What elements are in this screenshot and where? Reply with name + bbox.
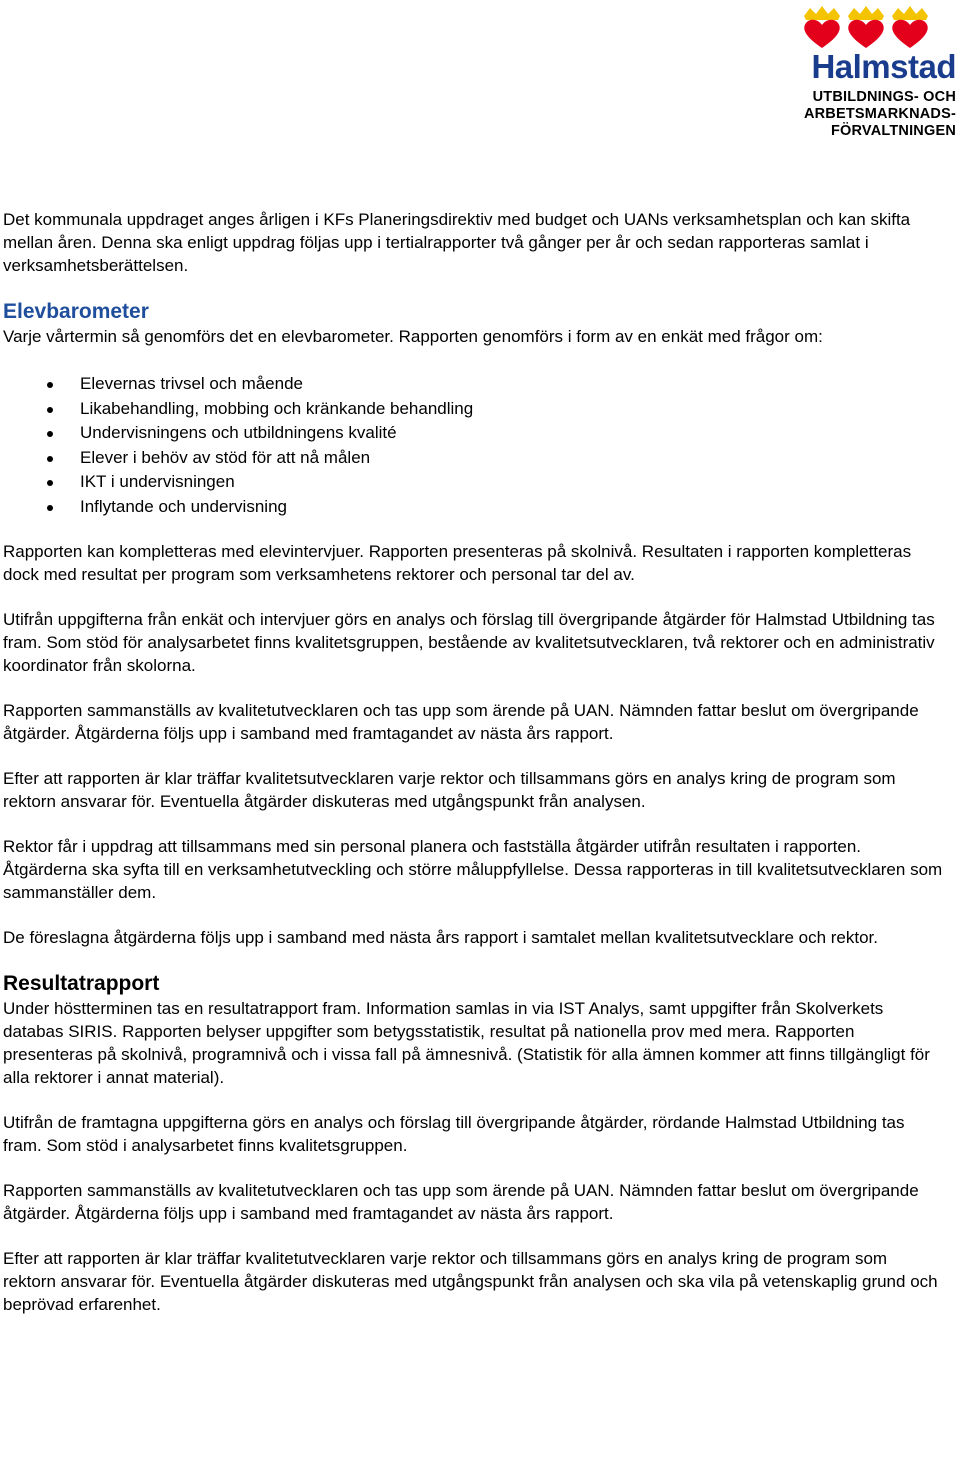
logo-line-1: UTBILDNINGS- OCH: [812, 89, 956, 105]
elevbarometer-paragraph: Rapporten kan kompletteras med elevintervjuer. Rapporten presenteras på skolnivå. Resultaten i rapporten kompletteras dock med resultat per program som verksamhetens rektorer och personal tar del av.: [3, 541, 912, 584]
elevbarometer-paragraph: De föreslagna åtgärderna följs upp i samband med nästa års rapport i samtalet mellan kvalitetsutvecklare och rektor.: [3, 927, 879, 947]
logo-name: Halmstad: [811, 48, 956, 85]
logo-line-2: ARBETSMARKNADS-: [803, 106, 956, 122]
intro-paragraph: Det kommunala uppdraget anges årligen i KFs Planeringsdirektiv med budget och UANs verksamhetsplan och kan skifta mellan åren. Denna ska enligt uppdrag följas upp i tertialrapporter två gånger per år och sedan rapporteras samlat i verksamhetsberättelsen.: [3, 210, 911, 275]
document-body: [3, 208, 943, 1338]
elevbarometer-paragraph: Utifrån uppgifterna från enkät och intervjuer görs en analys och förslag till övergripande åtgärder för Halmstad Utbildning tas fram. Som stöd för analysarbetet finns kvalitetsgruppen, bestående av kvalitetsutvecklaren, två rektorer och en administrativ koordinator från skolorna.: [3, 609, 935, 675]
halmstad-logo: [778, 4, 958, 139]
resultatrapport-paragraph: Efter att rapporten är klar träffar kvalitetutvecklaren varje rektor och tillsammans görs en analys kring de program som rektorn ansvarar för. Eventuella åtgärder diskuteras med utgångspunkt från analysen och ska vila på vetenskaplig grund och beprövad erfarenhet.: [3, 1248, 938, 1314]
list-item: IKT i undervisningen: [3, 470, 943, 495]
list-item: Elevernas trivsel och mående: [3, 372, 943, 397]
list-item: Undervisningens och utbildningens kvalité: [3, 421, 943, 446]
elevbarometer-lead: Varje vårtermin så genomförs det en elevbarometer. Rapporten genomförs i form av en enkät med frågor om:: [3, 327, 823, 346]
list-item: Likabehandling, mobbing och kränkande behandling: [3, 397, 943, 422]
survey-topics-list: [3, 372, 943, 520]
resultatrapport-paragraph: Utifrån de framtagna uppgifterna görs en analys och förslag till övergripande åtgärder, rördande Halmstad Utbildning tas fram. Som stöd i analysarbetet finns kvalitetsgruppen.: [3, 1112, 905, 1155]
elevbarometer-paragraph: Efter att rapporten är klar träffar kvalitetsutvecklaren varje rektor och tillsammans görs en analys kring de program som rektorn ansvarar för. Eventuella åtgärder diskuteras med utgångspunkt från analysen.: [3, 768, 896, 811]
elevbarometer-paragraph: Rapporten sammanställs av kvalitetutvecklaren och tas upp som ärende på UAN. Nämnden fattar beslut om övergripande åtgärder. Åtgärderna följs upp i samband med framtagandet av nästa års rapport.: [3, 700, 919, 743]
heading-resultatrapport: Resultatrapport: [3, 971, 160, 995]
resultatrapport-paragraph: Under höstterminen tas en resultatrapport fram. Information samlas in via IST Analys, samt uppgifter från Skolverkets databas SIRIS. Rapporten belyser uppgifter som betygsstatistik, resultat på nationella prov med mera. Rapporten presenteras på skolnivå, programnivå och i vissa fall på ämnesnivå. (Statistik för alla ämnen kommer att finns tillgängligt för alla rektorer i annat material).: [3, 998, 930, 1087]
heading-elevbarometer: Elevbarometer: [3, 300, 149, 323]
crowned-hearts-emblem: [778, 4, 958, 50]
resultatrapport-paragraph: Rapporten sammanställs av kvalitetutvecklaren och tas upp som ärende på UAN. Nämnden fattar beslut om övergripande åtgärder. Åtgärderna följs upp i samband med framtagandet av nästa års rapport.: [3, 1180, 919, 1223]
elevbarometer-paragraph: Rektor får i uppdrag att tillsammans med sin personal planera och fastställa åtgärder utifrån resultaten i rapporten. Åtgärderna ska syfta till en verksamhetutveckling och större måluppfyllelse. Dessa rapporteras in till kvalitetsutvecklaren som sammanställer dem.: [3, 836, 943, 902]
logo-line-3: FÖRVALTNINGEN: [830, 123, 956, 139]
list-item: Inflytande och undervisning: [3, 495, 943, 520]
list-item: Elever i behöv av stöd för att nå målen: [3, 446, 943, 471]
